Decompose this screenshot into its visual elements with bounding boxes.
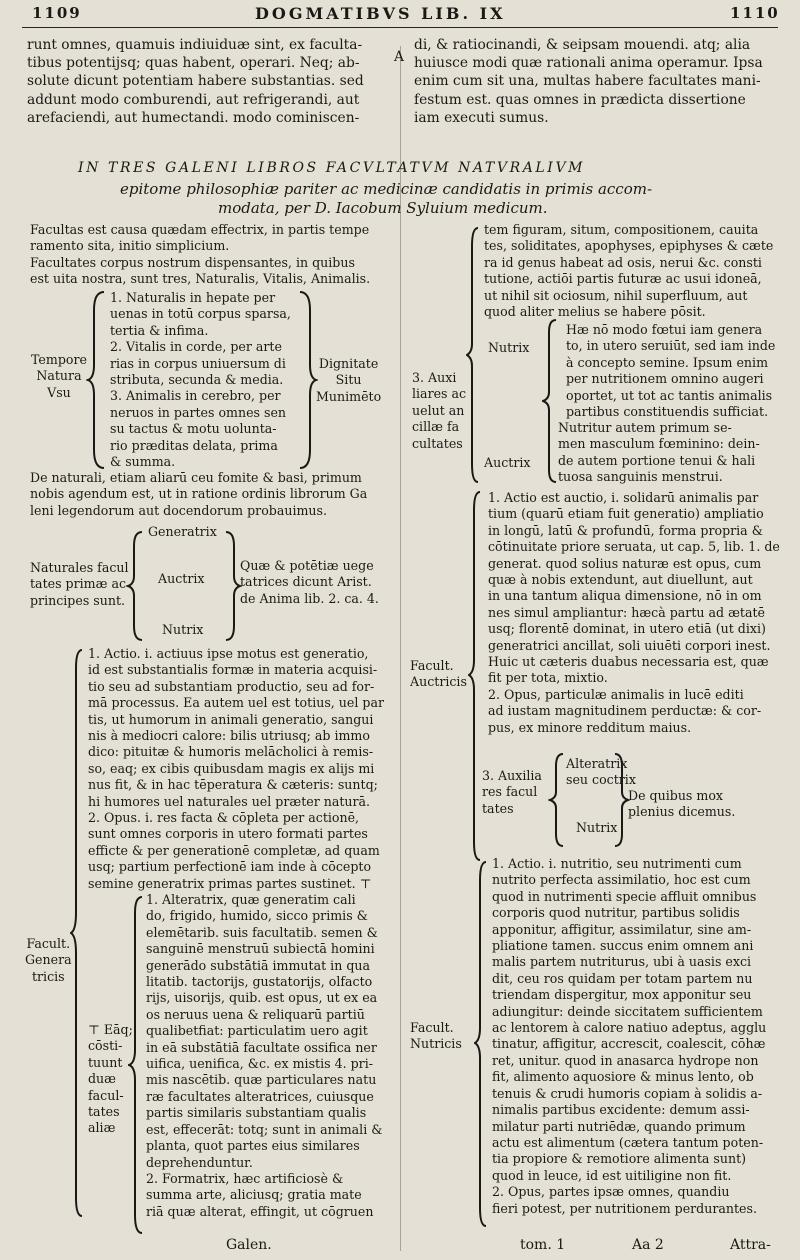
- tree2-item: Generatrix: [148, 524, 217, 539]
- text-line: triendam dispergitur, mox apponitur seu: [492, 987, 752, 1003]
- text-line: men masculum fœminino: dein-: [558, 436, 760, 452]
- section-title: IN TRES GALENI LIBROS FACVLTATVM NATVRALIVM: [78, 160, 586, 176]
- text-line: in longū, latū & profundū, forma propria &: [488, 522, 763, 538]
- text-line: tibus potentijsq; quas habent, operari. Neq; ab-: [27, 55, 360, 72]
- text-line: corporis quod nutritur, partibus solidis: [492, 905, 740, 921]
- item-line: tertia & infima.: [110, 322, 209, 338]
- text-line: nimalis partibus excidente: demum assi-: [492, 1102, 750, 1118]
- label-line: tates primæ ac: [30, 576, 127, 592]
- alteratrix-text: [146, 892, 382, 1220]
- text-line: quod aliter melius se habere pōsit.: [484, 304, 706, 320]
- text-line: summa arte, aliciusq; gratia mate: [146, 1187, 362, 1203]
- text-line: os neruus uena & reliquarū partiū: [146, 1006, 365, 1022]
- text-line: nes simul ampliantur: hæcà partu ad ætatē: [488, 604, 766, 620]
- sub-label: [88, 1022, 133, 1137]
- text-line: to, in utero seruiūt, sed iam inde: [566, 338, 776, 354]
- text-line: dico: pituitæ & humoris melācholici à remis-: [88, 744, 374, 760]
- intro-text: [30, 222, 370, 288]
- text-line: mā processus. Ea autem uel est totius, uel par: [88, 695, 384, 711]
- label-line: uelut an: [412, 402, 465, 418]
- top-right-text: [414, 36, 763, 127]
- auctrix-block-text: [488, 490, 780, 736]
- paragraph: [30, 470, 367, 519]
- item-line: 2. Vitalis in corde, per arte: [110, 339, 282, 355]
- text-line: do, frigido, humido, sicco primis &: [146, 908, 368, 924]
- text-line: runt omnes, quamuis indiuiduæ sint, ex faculta-: [27, 37, 363, 53]
- text-line: tenuis & crudi humoris copiam à solidis a-: [492, 1085, 763, 1101]
- text-line: à concepto semine. Ipsum enim: [566, 354, 769, 370]
- text-line: tia propiore & remotiore alimenta sunt): [492, 1151, 747, 1167]
- label-line: Naturales facul: [30, 560, 129, 575]
- label-line: Facult.: [410, 658, 454, 673]
- text-line: addunt modo comburendi, aut refrigerandi, aut: [27, 91, 360, 108]
- tree1-items: [110, 290, 291, 470]
- text-line: de autem portione tenui & hali: [558, 452, 756, 468]
- tree1-left-label: [31, 352, 87, 401]
- text-line: 2. Formatrix, hæc artificiosè &: [146, 1170, 344, 1186]
- header-rule: [22, 27, 778, 28]
- text-line: Facultas est causa quædam effectrix, in partis tempe: [30, 222, 370, 237]
- label-line: tricis: [31, 968, 65, 984]
- text-line: id est substantialis formæ in materia acquisi-: [88, 662, 378, 678]
- generatrix-label: [25, 936, 72, 985]
- label-line: Genera: [25, 952, 72, 968]
- text-line: ad iustam magnitudinem perductæ: & cor-: [488, 703, 762, 719]
- text-line: partibus constituendis sufficiat.: [566, 404, 769, 420]
- text-line: nutrito perfecta assimilatio, hoc est cum: [492, 872, 751, 888]
- text-line: tem figuram, situm, compositionem, cauita: [484, 222, 759, 237]
- tree2-item: Auctrix: [158, 571, 205, 586]
- text-line: generādo substātiā immutat in qua: [146, 957, 371, 973]
- left-brace: [70, 648, 84, 1218]
- text-line: adiungitur: deinde siccitatem sufficientem: [492, 1003, 763, 1019]
- label-line: tates: [482, 800, 514, 816]
- text-line: rijs, uisorijs, quib. est opus, ut ex ea: [146, 990, 378, 1006]
- label-line: Natura: [36, 368, 82, 384]
- text-line: fit per tota, mixtio.: [488, 670, 608, 686]
- text-line: est uita nostra, sunt tres, Naturalis, Vitalis, Animalis.: [30, 271, 371, 287]
- label-line: cillæ fa: [412, 419, 460, 435]
- text-line: tis, ut humorum in animali generatio, sangui: [88, 711, 374, 727]
- label-line: De quibus mox: [628, 788, 724, 803]
- right-brace: [222, 530, 242, 642]
- text-line: apponitur, affigitur, assimilatur, sine am-: [492, 921, 752, 937]
- tree2-left-label: [30, 560, 129, 609]
- auxiliares2-label: [482, 768, 542, 817]
- margin-marker: A: [394, 49, 404, 65]
- auctricis-label: [410, 658, 467, 691]
- text-line: generat. quod solius naturæ est opus, cum: [488, 555, 762, 571]
- label-line: cultates: [412, 435, 463, 451]
- text-line: hi humores uel naturales uel præter naturā.: [88, 793, 371, 809]
- left-brace: [126, 530, 146, 642]
- text-line: cōtinuitate priore seruata, ut cap. 5, lib. 1. de: [488, 539, 780, 555]
- label-line: liares ac: [412, 386, 467, 402]
- text-line: quæ à nobis extendunt, aut diuellunt, aut: [488, 572, 753, 588]
- label-line: Nutricis: [410, 1036, 462, 1052]
- label-line: facul-: [88, 1087, 124, 1103]
- item-line: 3. Animalis in cerebro, per: [110, 388, 281, 404]
- text-line: partis similaris substantiam qualis: [146, 1105, 367, 1121]
- label-line: ⊤ Eāq;: [88, 1022, 133, 1037]
- text-line: tio seu ad substantiam productio, seu ad for-: [88, 678, 375, 694]
- text-line: elemētarib. suis facultatib. semen &: [146, 924, 378, 940]
- text-line: in una tantum aliqua dimensione, nō in om: [488, 588, 762, 604]
- label-line: Quæ & potētiæ uege: [240, 558, 374, 573]
- label-line: Auctricis: [410, 674, 467, 690]
- text-line: ra id genus habeat ad osis, nerui &c. consti: [484, 254, 762, 270]
- running-title: DOGMATIBVS LIB. IX: [255, 4, 506, 23]
- text-line: 1. Actio. i. actiuus ipse motus est generatio,: [88, 646, 369, 661]
- text-line: usq; florentē dominat, in utero etiā (ut dixi): [488, 621, 766, 637]
- text-line: Huic ut cæteris duabus necessaria est, quæ: [488, 654, 769, 670]
- text-line: fieri potest, per nutritionem perdurantes.: [492, 1200, 757, 1216]
- label-line: aliæ: [88, 1120, 116, 1136]
- generatrix-text: [88, 646, 384, 892]
- item-line: uenas in totū corpus sparsa,: [110, 306, 291, 322]
- tree2-right-label: [240, 558, 379, 607]
- label-line: tates: [88, 1104, 120, 1120]
- text-line: Nutritur autem primum se-: [558, 420, 732, 435]
- aux2-right-label: [628, 788, 735, 821]
- text-line: quod in nutrimenti specie affluit omnibus: [492, 888, 757, 904]
- label-line: Munimēto: [316, 388, 382, 404]
- nutricis-text: [492, 856, 766, 1217]
- text-line: efficte & per generationē completæ, ad quam: [88, 842, 380, 858]
- left-brace: [128, 895, 144, 1235]
- gutter-line: [400, 46, 401, 1251]
- text-line: semine generatrix primas partes sustinet. ⊤: [88, 875, 372, 891]
- text-line: planta, quot partes eius similares: [146, 1138, 360, 1154]
- text-line: riā quæ alterat, effingit, ut cōgruen: [146, 1203, 374, 1219]
- label-line: Dignitate: [318, 356, 379, 371]
- label-line: 3. Auxilia: [482, 768, 542, 783]
- tree1-right-label: [316, 356, 381, 405]
- right-page-number: 1110: [730, 4, 780, 22]
- text-line: nis à mediocri calore: bilis utriusq; ab immo: [88, 728, 370, 744]
- catchword: Attra-: [730, 1237, 771, 1253]
- nutrix-text: [566, 322, 775, 420]
- text-line: milatur parti nutriēdæ, quando primum: [492, 1118, 746, 1134]
- item-line: neruos in partes omnes sen: [110, 404, 287, 420]
- text-line: fit, alimento aquosiore & minus lento, ob: [492, 1069, 754, 1085]
- right-top-text: [484, 222, 773, 320]
- label-line: res facul: [482, 784, 538, 800]
- aux2-item: seu coctrix: [566, 772, 636, 787]
- text-line: ut nihil sit ociosum, nihil superfluum, aut: [484, 287, 748, 303]
- text-line: tinatur, affigitur, accrescit, coalescit, cōhæ: [492, 1036, 766, 1052]
- text-line: pliatione tamen. succus enim omnem ani: [492, 938, 754, 954]
- item-line: rio præditas delata, prima: [110, 437, 278, 453]
- text-line: 1. Alteratrix, quæ generatim cali: [146, 892, 356, 907]
- text-line: in eā substātiā facultate ossifica ner: [146, 1039, 377, 1055]
- nutrix-label: Nutrix: [488, 340, 530, 355]
- text-line: Hæ nō modo fœtui iam genera: [566, 322, 763, 337]
- text-line: pus, ex minore redditum maius.: [488, 719, 692, 735]
- text-line: dit, ceu ros quidam per totam partem nu: [492, 970, 753, 986]
- text-line: nobis agendum est, ut in ratione ordinis librorum Ga: [30, 486, 368, 502]
- text-line: tes, soliditates, apophyses, epiphyses & cæte: [484, 238, 774, 254]
- text-line: qualibetfiat: particulatim uero agit: [146, 1023, 368, 1039]
- label-line: plenius dicemus.: [628, 804, 736, 820]
- text-line: malis partem nutriturus, ubi à uasis exci: [492, 954, 752, 970]
- label-line: tuunt: [88, 1054, 123, 1070]
- item-line: rias in corpus uniuersum di: [110, 355, 286, 371]
- text-line: generatrici ancillat, soli uiuēti corpori inest.: [488, 637, 771, 653]
- auxiliares-label: [412, 370, 466, 452]
- label-line: Facult.: [410, 1020, 454, 1035]
- label-line: 3. Auxi: [412, 370, 457, 385]
- text-line: 1. Actio. i. nutritio, seu nutrimenti cum: [492, 856, 742, 871]
- item-line: su tactus & motu uolunta-: [110, 421, 277, 437]
- text-line: ac lentorem à calore natiuo adeptus, agglu: [492, 1020, 767, 1036]
- text-line: usq; partium perfectionē iam inde à cōcepto: [88, 859, 372, 875]
- nutricis-label: [410, 1020, 462, 1053]
- text-line: per nutritionem omnino augeri: [566, 371, 764, 387]
- text-line: 2. Opus, partes ipsæ omnes, quandiu: [492, 1184, 730, 1200]
- label-line: cōsti-: [88, 1038, 123, 1054]
- left-page-number: 1109: [32, 4, 82, 22]
- tree2-item: Nutrix: [162, 622, 204, 637]
- text-line: Facultates corpus nostrum dispensantes, in quibus: [30, 254, 355, 270]
- text-line: est, effecerāt: totq; sunt in animali &: [146, 1121, 383, 1137]
- label-line: Facult.: [26, 936, 71, 951]
- text-line: uifica, uenifica, &c. ex mistis 4. pri-: [146, 1056, 373, 1072]
- text-line: 2. Opus. i. res facta & cōpleta per actionē,: [88, 810, 360, 826]
- item-line: & summa.: [110, 454, 176, 470]
- text-line: ræ facultates alteratrices, cuiusque: [146, 1088, 374, 1104]
- left-brace: [86, 290, 108, 470]
- footer-left: Galen.: [226, 1237, 272, 1253]
- text-line: deprehenduntur.: [146, 1154, 253, 1170]
- label-line: Tempore: [31, 352, 87, 367]
- text-line: mis nascētib. quæ particulares natu: [146, 1072, 377, 1088]
- text-line: huiusce modi quæ rationali anima operamur. Ipsa: [414, 55, 763, 72]
- item-line: stributa, secunda & media.: [110, 372, 284, 388]
- text-line: leni legendorum aut docendorum probauimus.: [30, 502, 328, 518]
- text-line: solute dicunt potentiam habere substantias. sed: [27, 73, 364, 90]
- left-brace: [468, 490, 482, 862]
- text-line: so, eaq; ex cibis quibusdam magis ex alijs mi: [88, 760, 375, 776]
- section-subtitle: epitome philosophiæ pariter ac medicinæ candidatis in primis accom-: [120, 180, 653, 198]
- label-line: duæ: [88, 1071, 117, 1087]
- text-line: festum est. quas omnes in prædicta dissertione: [414, 91, 746, 108]
- label-line: principes sunt.: [30, 592, 126, 608]
- text-line: De naturali, etiam aliarū ceu fomite & basi, primum: [30, 470, 362, 485]
- left-brace: [466, 226, 480, 484]
- text-line: nus fit, & in hac tēperatura & cæteris: suntq;: [88, 777, 378, 793]
- text-line: ramento sita, initio simplicium.: [30, 238, 230, 254]
- text-line: ret, unitur. quod in anasarca hydrope non: [492, 1052, 759, 1068]
- text-line: litatib. tactorijs, gustatorijs, olfacto: [146, 974, 373, 990]
- text-line: iam executi sumus.: [414, 109, 549, 126]
- text-line: tuosa sanguinis menstrui.: [558, 469, 723, 485]
- text-line: 1. Actio est auctio, i. solidarū animalis par: [488, 490, 759, 505]
- left-brace: [548, 752, 566, 848]
- item-line: 1. Naturalis in hepate per: [110, 290, 276, 305]
- auctrix-label: Auctrix: [484, 455, 531, 470]
- section-subtitle: modata, per D. Iacobum Syluium medicum.: [218, 199, 548, 217]
- text-line: 2. Opus, particulæ animalis in lucē editi: [488, 686, 744, 702]
- footer-volume: tom. 1: [520, 1237, 566, 1253]
- left-brace: [542, 318, 558, 484]
- label-line: tatrices dicunt Arist.: [240, 574, 372, 590]
- text-line: quod in leuce, id est uitiligine non fit.: [492, 1167, 732, 1183]
- top-left-text: [27, 36, 364, 127]
- text-line: arefaciendi, aut humectandi. modo cominiscen-: [27, 109, 360, 126]
- text-line: enim cum sit una, multas habere facultates mani-: [414, 73, 761, 90]
- label-line: Situ: [335, 372, 362, 388]
- text-line: sunt omnes corporis in utero formati partes: [88, 826, 368, 842]
- text-line: sanguinē menstruū subiectā homini: [146, 941, 375, 957]
- text-line: actu est alimentum (cætera tantum poten-: [492, 1134, 764, 1150]
- left-brace: [474, 860, 488, 1228]
- label-line: Vsu: [47, 384, 71, 400]
- aux2-item: Nutrix: [576, 820, 618, 835]
- right-brace: [296, 290, 318, 470]
- text-line: oportet, ut tot ac tantis animalis: [566, 387, 773, 403]
- text-line: di, & ratiocinandi, & seipsam mouendi. atq; alia: [414, 37, 751, 53]
- label-line: de Anima lib. 2. ca. 4.: [240, 590, 379, 606]
- text-line: tium (quarū etiam fuit generatio) ampliatio: [488, 506, 764, 522]
- text-line: tutione, actiōi partis futuræ ac usui idoneā,: [484, 271, 762, 287]
- signature-mark: Aa 2: [632, 1237, 664, 1253]
- auctrix-text: [558, 420, 760, 486]
- aux2-item: Alteratrix: [566, 756, 628, 771]
